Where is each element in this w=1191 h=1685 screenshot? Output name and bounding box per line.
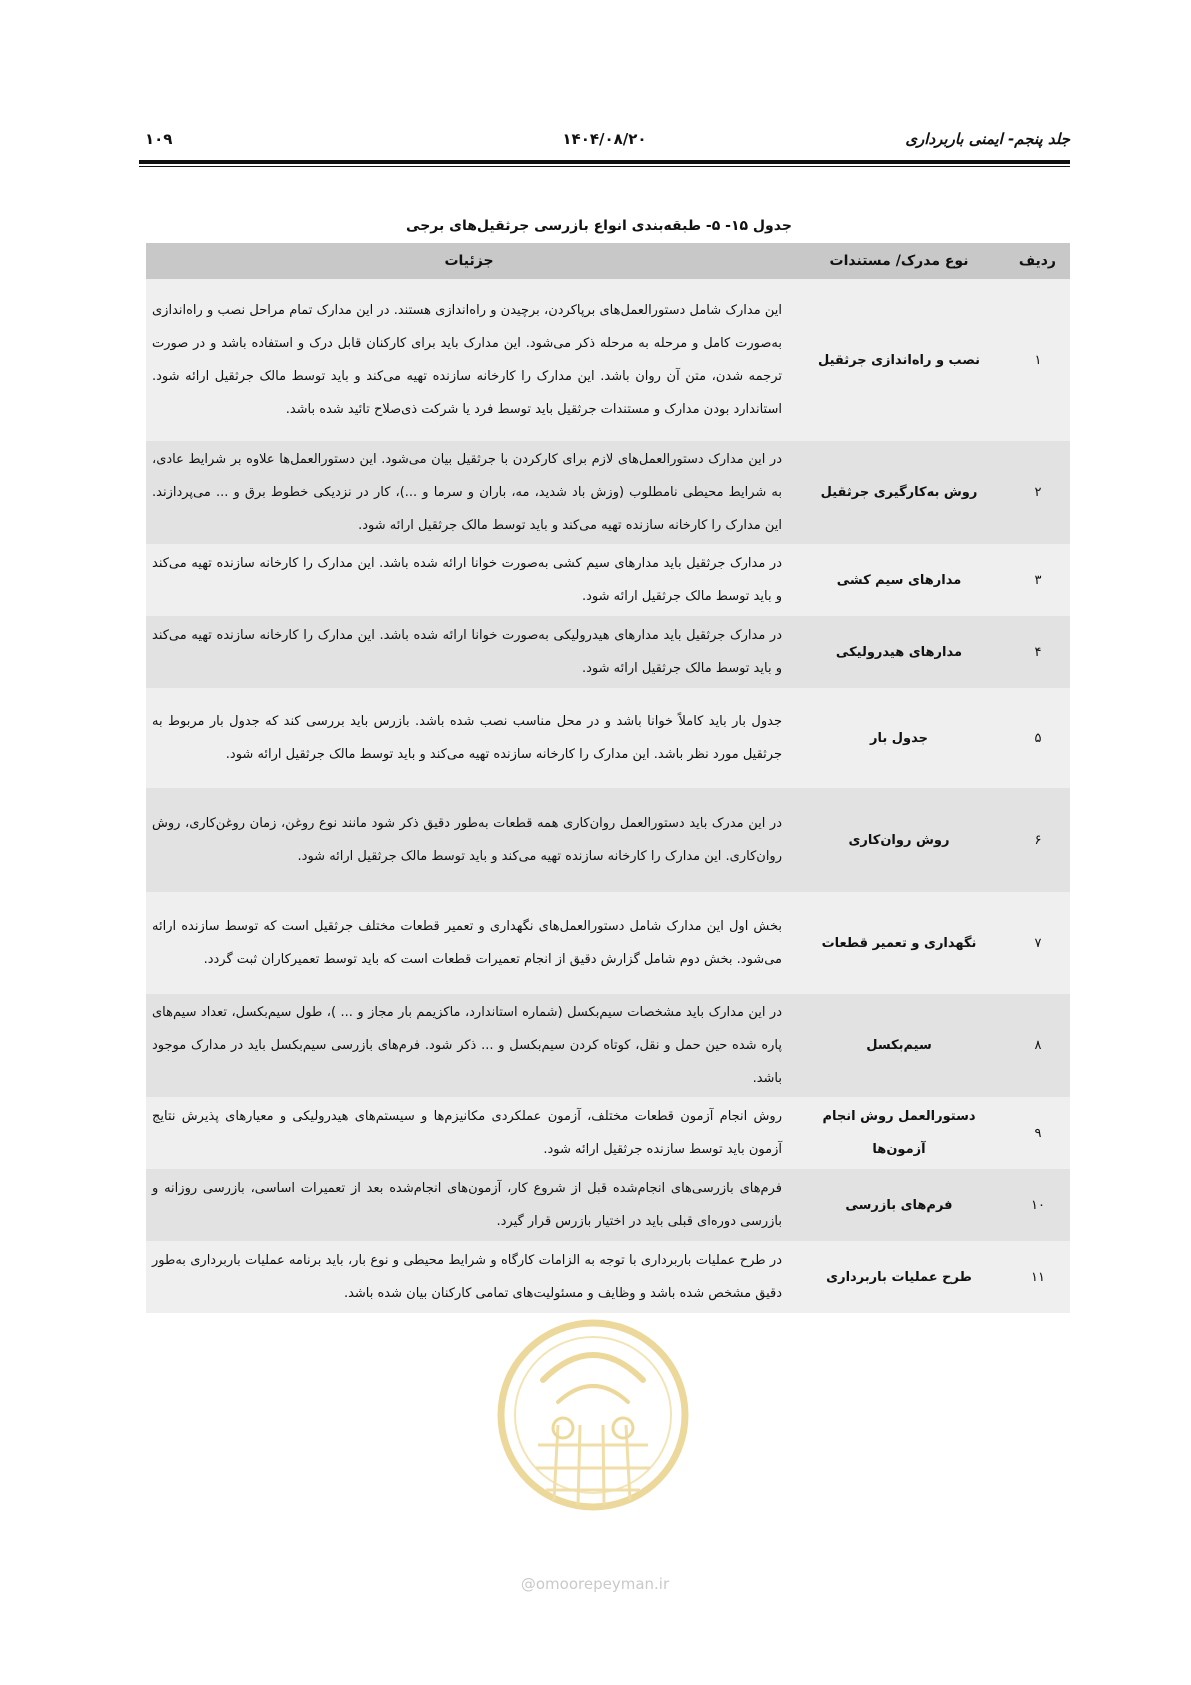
row-type: جدول بار xyxy=(792,688,1006,788)
row-index: ۳ xyxy=(1006,544,1070,616)
row-type: مدارهای سیم کشی xyxy=(792,544,1006,616)
table-row xyxy=(146,441,1070,544)
row-details: بخش اول این مدارک شامل دستورالعمل‌های نگهداری و تعمیر قطعات مختلف جرثقیل است که توسط سازنده ارائه می‌شود. بخش دوم شامل گزارش دقیق از انجام تعمیرات قطعات است که باید توسط تعمیرکاران ثبت گردد. xyxy=(146,892,792,994)
row-details: فرم‌های بازرسی‌های انجام‌شده قبل از شروع کار، آزمون‌های انجام‌شده بعد از تعمیرات اساسی، بازرسی روزانه و بازرسی دوره‌ای قبلی باید در اختیار بازرس قرار گیرد. xyxy=(146,1169,792,1241)
row-type: فرم‌های بازرسی xyxy=(792,1169,1006,1241)
table-row xyxy=(146,1169,1070,1241)
table-row xyxy=(146,788,1070,892)
table-row xyxy=(146,688,1070,788)
row-type: مدارهای هیدرولیکی xyxy=(792,616,1006,688)
table-caption: جدول ۱۵- ۵- طبقه‌بندی انواع بازرسی جرثقیل‌های برجی xyxy=(406,218,792,234)
seal-watermark xyxy=(488,1310,698,1570)
table-row xyxy=(146,616,1070,688)
row-details: جدول بار باید کاملاً خوانا باشد و در محل مناسب نصب شده باشد. بازرس باید بررسی کند که جدول بار مربوط به جرثقیل مورد نظر باشد. این مدارک را کارخانه سازنده تهیه می‌کند و باید توسط مالک جرثقیل ارائه شود. xyxy=(146,688,792,788)
table-row xyxy=(146,1241,1070,1313)
row-index: ۸ xyxy=(1006,994,1070,1097)
watermark-url: @omoorepeyman.ir xyxy=(520,1575,670,1593)
row-type: نصب و راه‌اندازی جرثقیل xyxy=(792,279,1006,441)
row-index: ۷ xyxy=(1006,892,1070,994)
inspection-table xyxy=(146,243,1070,1313)
table-header-row xyxy=(146,243,1070,279)
header-type: نوع مدرک/ مستندات xyxy=(792,243,1006,279)
row-type: نگهداری و تعمیر قطعات xyxy=(792,892,1006,994)
page-number: ۱۰۹ xyxy=(145,130,173,148)
row-details: در این مدارک باید مشخصات سیم‌بکسل (شماره استاندارد، ماکزیمم بار مجاز و ... )، طول سیم‌بکسل، تعداد سیم‌های پاره شده حین حمل و نقل، کوتاه کردن سیم‌بکسل و ... ذکر شود. فرم‌های بازرسی سیم‌بکسل باید در مدارک موجود باشد. xyxy=(146,994,792,1097)
header-date: ۱۴۰۴/۰۸/۲۰ xyxy=(562,130,647,148)
row-index: ۴ xyxy=(1006,616,1070,688)
table-row xyxy=(146,892,1070,994)
header-rule-thick xyxy=(139,160,1070,164)
table-row xyxy=(146,1097,1070,1169)
row-index: ۱۰ xyxy=(1006,1169,1070,1241)
header-index: ردیف xyxy=(1006,243,1070,279)
table-row xyxy=(146,544,1070,616)
row-details: در مدارک جرثقیل باید مدارهای سیم کشی به‌صورت خوانا ارائه شده باشد. این مدارک را کارخانه سازنده تهیه می‌کند و باید توسط مالک جرثقیل ارائه شود. xyxy=(146,544,792,616)
row-details: این مدارک شامل دستورالعمل‌های برپاکردن، برچیدن و راه‌اندازی هستند. در این مدارک تمام مراحل نصب و راه‌اندازی به‌صورت کامل و مرحله به مرحله ذکر می‌شود. این مدارک باید برای کارکنان قابل درک و استفاده باشد و در صورت ترجمه شدن، متن آن روان باشد. این مدارک را کارخانه سازنده تهیه می‌کند و باید توسط مالک جرثقیل ارائه شود. استاندارد بودن مدارک و مستندات جرثقیل باید توسط فرد یا شرکت ذی‌صلاح تائید شده باشد. xyxy=(146,279,792,441)
table-row xyxy=(146,279,1070,441)
row-type: روش به‌کارگیری جرثقیل xyxy=(792,441,1006,544)
row-type: طرح عملیات باربرداری xyxy=(792,1241,1006,1313)
row-details: در طرح عملیات باربرداری با توجه به الزامات کارگاه و شرایط محیطی و نوع بار، باید برنامه عملیات باربرداری به‌طور دقیق مشخص شده باشد و وظایف و مسئولیت‌های تمامی کارکنان بیان شده باشد. xyxy=(146,1241,792,1313)
page-header xyxy=(139,130,1070,156)
row-index: ۱ xyxy=(1006,279,1070,441)
row-details: در این مدارک دستورالعمل‌های لازم برای کارکردن با جرثقیل بیان می‌شود. این دستورالعمل‌ها علاوه بر شرایط عادی، به شرایط محیطی نامطلوب (وزش باد شدید، مه، باران و سرما و ...)، کار در نزدیکی خطوط برق و ... می‌پردازند. این مدارک را کارخانه سازنده تهیه می‌کند و باید توسط مالک جرثقیل ارائه شود. xyxy=(146,441,792,544)
header-rule-thin xyxy=(139,166,1070,167)
row-index: ۶ xyxy=(1006,788,1070,892)
row-index: ۱۱ xyxy=(1006,1241,1070,1313)
row-type: روش روان‌کاری xyxy=(792,788,1006,892)
row-index: ۹ xyxy=(1006,1097,1070,1169)
seal-icon xyxy=(488,1310,698,1570)
volume-title: جلد پنجم- ایمنی باربرداری xyxy=(905,130,1070,148)
row-type: سیم‌بکسل xyxy=(792,994,1006,1097)
row-index: ۲ xyxy=(1006,441,1070,544)
table-row xyxy=(146,994,1070,1097)
row-details: روش انجام آزمون قطعات مختلف، آزمون عملکردی مکانیزم‌ها و سیستم‌های هیدرولیکی و معیارهای پذیرش نتایج آزمون باید توسط سازنده جرثقیل ارائه شود. xyxy=(146,1097,792,1169)
row-details: در مدارک جرثقیل باید مدارهای هیدرولیکی به‌صورت خوانا ارائه شده باشد. این مدارک را کارخانه سازنده تهیه می‌کند و باید توسط مالک جرثقیل ارائه شود. xyxy=(146,616,792,688)
row-details: در این مدرک باید دستورالعمل روان‌کاری همه قطعات به‌طور دقیق ذکر شود مانند نوع روغن، زمان روغن‌کاری، روش روان‌کاری. این مدارک را کارخانه سازنده تهیه می‌کند و باید توسط مالک جرثقیل ارائه شود. xyxy=(146,788,792,892)
header-details: جزئیات xyxy=(146,243,792,279)
row-index: ۵ xyxy=(1006,688,1070,788)
row-type: دستورالعمل روش انجام آزمون‌ها xyxy=(792,1097,1006,1169)
